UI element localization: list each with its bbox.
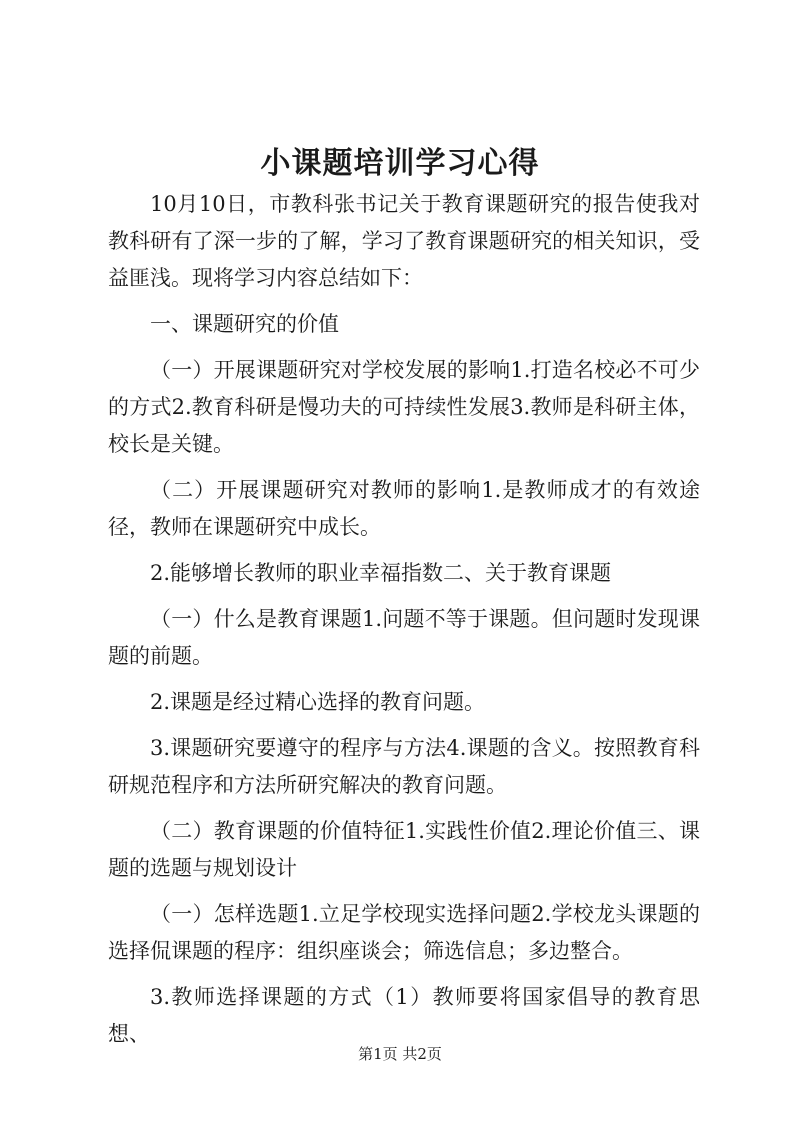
paragraph: 3.教师选择课题的方式（1）教师要将国家倡导的教育思想、 xyxy=(108,985,700,1046)
paragraph: 10月10日，市教科张书记关于教育课题研究的报告使我对教科研有了深一步的了解，学习了教育课题研究的相关知识，受益匪浅。现将学习内容总结如下： xyxy=(108,192,700,290)
paragraph: （一）什么是教育课题1.问题不等于课题。但问题时发现课题的前题。 xyxy=(108,607,700,668)
paragraph: （一）怎样选题1.立足学校现实选择问题2.学校龙头课题的选择侃课题的程序：组织座谈会；筛选信息；多边整合。 xyxy=(108,902,700,963)
paragraph: （一）开展课题研究对学校发展的影响1.打造名校必不可少的方式2.教育科研是慢功夫的可持续性发展3.教师是科研主体，校长是关键。 xyxy=(108,358,700,456)
page-footer: 第1页 共2页 xyxy=(358,1045,442,1063)
paragraph: 3.课题研究要遵守的程序与方法4.课题的含义。按照教育科研规范程序和方法所研究解决的教育问题。 xyxy=(108,736,700,797)
document-body xyxy=(108,186,700,1062)
paragraph: 一、课题研究的价值 xyxy=(150,312,339,336)
paragraph: （二）开展课题研究对教师的影响1.是教师成才的有效途径，教师在课题研究中成长。 xyxy=(108,478,700,539)
document-title: 小课题培训学习心得 xyxy=(260,146,540,181)
paragraph: 2.课题是经过精心选择的教育问题。 xyxy=(150,690,486,714)
paragraph: （二）教育课题的价值特征1.实践性价值2.理论价值三、课题的选题与规划设计 xyxy=(108,819,700,880)
paragraph: 2.能够增长教师的职业幸福指数二、关于教育课题 xyxy=(150,561,612,585)
